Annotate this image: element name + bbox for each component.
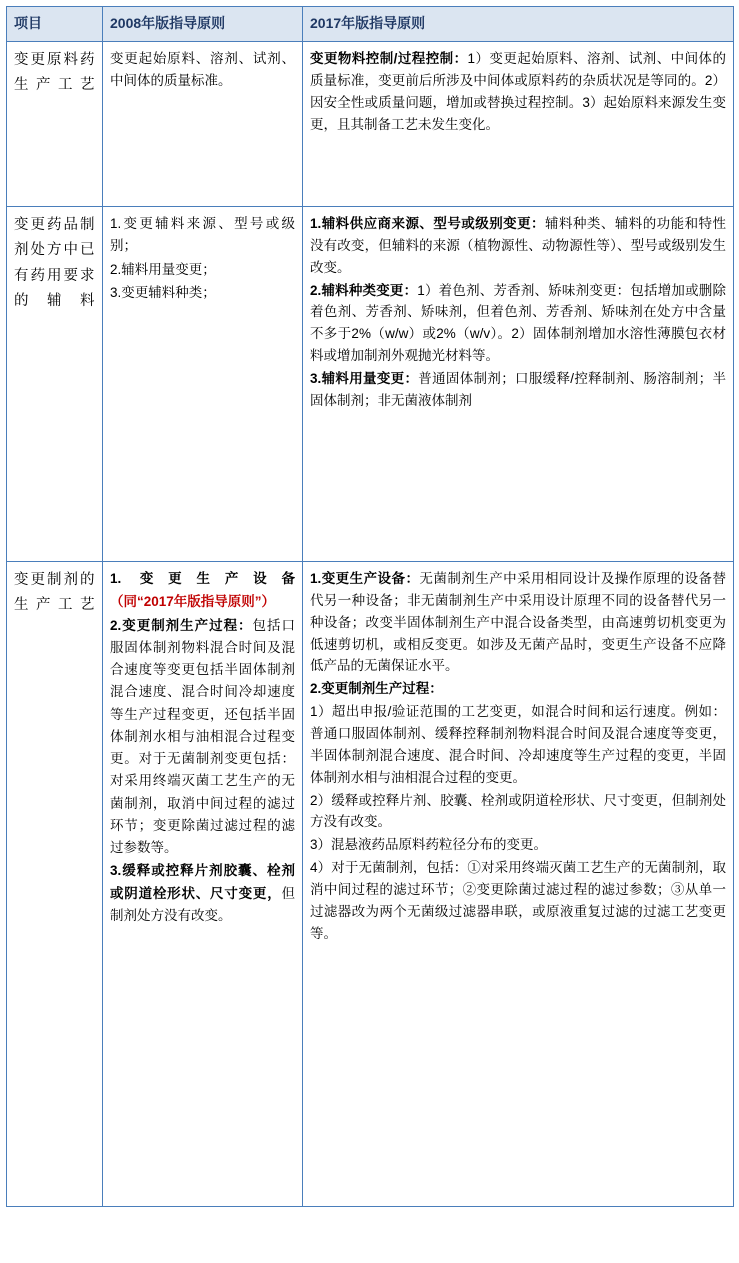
- paragraph-heading: 1. 变更生产设备: [110, 571, 295, 586]
- paragraph-lead: 3.缓释或控释片剂胶囊、栓剂或阴道栓形状、尺寸变更，: [110, 863, 295, 901]
- column-header-2017: 2017年版指导原则: [303, 7, 734, 42]
- paragraph-body: 辅料种类、辅料的功能和特性没有改变，但辅料的来源（植物源性、动物源性等）、型号或级别发生改变。: [310, 216, 727, 275]
- column-header-item: 项目: [7, 7, 103, 42]
- paragraph-lead: 1.辅料供应商来源、型号或级别变更：: [310, 216, 546, 231]
- paragraph-lead: 3.辅料用量变更：: [310, 371, 419, 387]
- cell-2008: [103, 42, 303, 207]
- paragraph: 变更起始原料、溶剂、试剂、中间体的质量标准。: [110, 51, 295, 89]
- cell-2008: [103, 562, 303, 1207]
- row-item-label: [7, 562, 103, 1207]
- paragraph-body: 包括口服固体制剂物料混合时间及混合速度等变更包括半固体制剂混合速度、混合时间冷却速度等生产过程变更，还包括半固体制剂水相与油相混合过程变更。对于无菌制剂变更包括：对采用终端灭菌工艺生产的无菌制剂，取消中间过程的滤过环节；变更除菌过滤过程的滤过参数等。: [110, 617, 296, 856]
- paragraph-body: 1）变更起始原料、溶剂、试剂、中间体的质量标准，变更前后所涉及中间体或原料药的杂质状况是等同的。2）因安全性或质量问题，增加或替换过程控制。3）起始原料来源发生变更，且其制备工艺未发生变化。: [310, 51, 726, 132]
- paragraph: 2.辅料用量变更；: [110, 261, 216, 277]
- paragraph: [310, 568, 726, 677]
- paragraph-body: 但制剂处方没有改变。: [110, 885, 295, 923]
- table-row: [7, 562, 734, 1207]
- paragraph: 2）缓释或控释片剂、胶囊、栓剂或阴道栓形状、尺寸变更，但制剂处方没有改变。: [310, 792, 726, 830]
- row-item-text: 变更原料药生产工艺: [14, 52, 95, 94]
- paragraph-lead: 1.变更生产设备：: [310, 571, 420, 586]
- paragraph: 3.变更辅料种类；: [110, 284, 216, 300]
- paragraph: [110, 860, 295, 927]
- table-header-row: [7, 7, 734, 42]
- table-row: [7, 42, 734, 207]
- paragraph-lead: 2.变更制剂生产过程：: [310, 681, 443, 697]
- paragraph: 4）对于无菌制剂，包括：①对采用终端灭菌工艺生产的无菌制剂，取消中间过程的滤过环节；②变更除菌过滤过程的滤过参数；③从单一过滤器改为两个无菌级过滤器串联，或原液重复过滤的过滤工艺变更等。: [310, 860, 726, 941]
- table-body: [7, 42, 734, 1207]
- paragraph-body: 无菌制剂生产中采用相同设计及操作原理的设备替代另一种设备；非无菌制剂生产中采用设计原理不同的设备替代另一种设备；改变半固体制剂生产中混合设备类型，由高速剪切机变更为低速剪切机，或相反变更。如涉及无菌产品时，变更生产设备不应降低产品的无菌保证水平。: [310, 571, 727, 674]
- cell-2017: [303, 42, 734, 207]
- table-header: [7, 7, 734, 42]
- paragraph: [310, 48, 726, 135]
- paragraph-note: （同“2017年版指导原则”）: [110, 594, 276, 610]
- paragraph: 1.变更辅料来源、型号或级别；: [110, 216, 295, 254]
- paragraph-lead: 2.辅料种类变更：: [310, 282, 418, 298]
- paragraph: 3）混悬液药品原料药粒径分布的变更。: [310, 837, 548, 853]
- paragraph: [310, 678, 726, 700]
- paragraph-lead: 变更物料控制/过程控制：: [310, 51, 468, 66]
- paragraph-body: 普通固体制剂；口服缓释/控释制剂、肠溶制剂；半固体制剂；非无菌液体制剂: [310, 371, 726, 408]
- table-row: [7, 207, 734, 562]
- paragraph: [110, 615, 295, 860]
- paragraph: [310, 280, 726, 367]
- cell-2017: [303, 207, 734, 562]
- paragraph-body: 1）着色剂、芳香剂、矫味剂变更：包括增加或删除着色剂、芳香剂、矫味剂，但着色剂、芳香剂、矫味剂在处方中含量不多于2%（w/w）或2%（w/v）。2）固体制剂增加水溶性薄膜包衣材料或增加制剂外观抛光材料等。: [310, 282, 726, 364]
- column-header-2008: 2008年版指导原则: [103, 7, 303, 42]
- paragraph: [310, 368, 726, 412]
- row-item-label: [7, 207, 103, 562]
- cell-2008: [103, 207, 303, 562]
- row-item-text: 变更药品制剂处方中已有药用要求的辅料: [14, 217, 95, 310]
- row-item-label: [7, 42, 103, 207]
- row-item-text: 变更制剂的生产工艺: [14, 572, 95, 614]
- paragraph-lead: 2.变更制剂生产过程：: [110, 617, 253, 633]
- cell-2017: [303, 562, 734, 1207]
- paragraph: 1）超出申报/验证范围的工艺变更，如混合时间和运行速度。例如：普通口服固体制剂、缓释控释制剂物料混合时间及混合速度等变更，半固体制剂混合速度、混合时间、冷却速度等生产过程的变更，半固体制剂水相与油相混合过程的变更。: [310, 704, 726, 785]
- comparison-table: [6, 6, 734, 1207]
- paragraph: [310, 213, 726, 279]
